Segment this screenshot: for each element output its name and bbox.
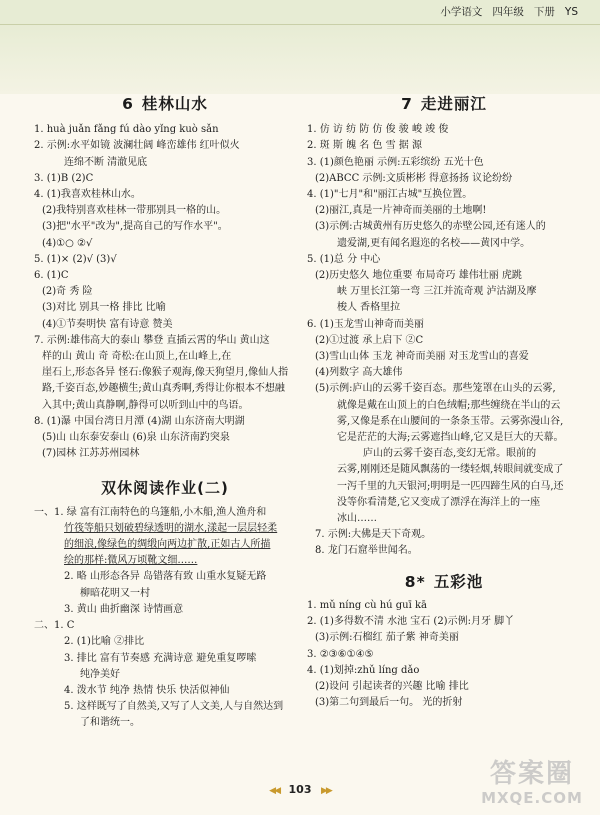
header-subject: 小学语文 — [440, 6, 483, 18]
header-edition: YS — [564, 5, 578, 18]
left-column — [34, 96, 296, 732]
answer-line: 7. 示例:大佛是天下奇观。 — [315, 529, 432, 541]
answer-line: (4)列数字 高大雄伟 — [315, 367, 403, 379]
answer-line: 1. mǔ níng cù hú guī kā — [307, 599, 427, 611]
answer-line: 冰山…… — [337, 513, 377, 525]
header-divider — [0, 24, 600, 25]
answer-line: 它是茫茫的大海;云雾遮挡山峰,它又是巨大的天幕。 — [337, 432, 564, 444]
lesson-8-title: 8* 五彩池 — [404, 572, 484, 591]
answer-line: 连绵不断 清澈见底 — [64, 156, 148, 168]
answer-line: 3. 黄山 曲折幽深 诗情画意 — [64, 603, 184, 615]
answer-line: 2. 斑 斯 魄 名 色 雪 据 源 — [307, 140, 422, 152]
answer-line: 一泻千里的九天银河;明明是一匹四蹄生风的白马,还 — [337, 480, 564, 492]
answer-line: 二、1. C — [34, 620, 75, 632]
answer-line: 绘的那样:微风万顷靴文细…… — [64, 555, 198, 567]
next-arrow-icon: ▶▶ — [320, 786, 331, 796]
answer-line: 5. 这样既写了自然美,又写了人文美,人与自然达到 — [64, 701, 284, 713]
answer-line: 3. 排比 富有节奏感 充满诗意 避免重复啰嗦 — [64, 652, 257, 664]
answer-line: 4. 泼水节 纯净 热情 快乐 快活似神仙 — [64, 684, 230, 696]
page-number: 103 — [288, 783, 312, 796]
answer-line: 5. (1)× (2)√ (3)√ — [34, 253, 117, 265]
watermark-url: MXQE.COM — [481, 789, 583, 807]
answer-line: 7. 示例:雄伟高大的泰山 攀登 直插云霄的华山 黄山这 — [34, 334, 270, 346]
answer-line: 1. 仿 访 纺 防 仿 俊 骏 峻 竣 俊 — [307, 124, 449, 136]
answer-line: 6. (1)玉龙雪山神奇而美丽 — [307, 318, 424, 330]
answer-line: 8. (1)瀑 中国台湾日月潭 (4)湖 山东济南大明湖 — [34, 415, 245, 427]
answer-line: 峡 万里长江第一弯 三江并流奇观 泸沽湖及摩 — [337, 286, 537, 298]
weekend-reading-title: 双休阅读作业(二) — [101, 479, 229, 498]
answer-line: 2. 略 山形态各异 岛错落有致 山重水复疑无路 — [64, 571, 267, 583]
answer-line: 梭人 香格里拉 — [337, 302, 401, 314]
answer-line: 就像是戴在山顶上的白色绒帽;那些缠绕在半山的云 — [337, 399, 561, 411]
answer-line: (5)示例:庐山的云雾千姿百态。那些笼罩在山头的云雾, — [315, 383, 556, 395]
answer-line: 一、1. 绿 富有江南特色的乌篷船,小木船,渔人渔舟和 — [34, 506, 267, 518]
answer-line: 样的山 黄山 奇 奇松:在山顶上,在山峰上,在 — [42, 351, 232, 363]
page-header — [440, 4, 578, 19]
answer-line: (2)设问 引起读者的兴趣 比喻 排比 — [315, 680, 469, 692]
answer-line: (4)①○ ②√ — [42, 237, 93, 249]
answer-line: (3)对比 别具一格 排比 比喻 — [42, 302, 166, 314]
answer-line: (7)园林 江苏苏州园林 — [42, 448, 140, 460]
answer-line: 的细浪,像绿色的绸缎向两边扩散,正如古人所描 — [64, 539, 271, 551]
answer-line: 雾,又像是系在山腰间的一条条玉带。云雾弥漫山谷, — [337, 415, 564, 427]
answer-line: 柳暗花明又一村 — [80, 587, 150, 599]
right-column — [307, 96, 581, 711]
answer-line: 竹筏等船只划破碧绿透明的湖水,漾起一层层轻柔 — [64, 522, 278, 534]
answer-line: 遗爱湖,更有闻名遐迩的名校——黄冈中学。 — [337, 237, 531, 249]
answer-line: (5)山 山东泰安泰山 (6)泉 山东济南趵突泉 — [42, 432, 230, 444]
answer-line: 4. (1)划掉:zhǔ líng dǎo — [307, 664, 420, 676]
answer-line: (2)①过渡 承上启下 ②C — [315, 334, 424, 346]
watermark-logo — [470, 759, 594, 811]
answer-line: 2. 示例:水平如镜 波澜壮阔 峰峦雄伟 红叶似火 — [34, 140, 240, 152]
header-grade: 四年级 — [492, 6, 524, 18]
answer-line: 路,千姿百态,妙趣横生;黄山真秀啊,秀得让你根本不想融 — [42, 383, 285, 395]
answer-line: 6. (1)C — [34, 270, 69, 282]
answer-line: (3)示例:古城黄州有历史悠久的赤壁公园,还有迷人的 — [315, 221, 546, 233]
answer-line: (3)第二句到最后一句。 光的折射 — [315, 697, 463, 709]
lesson-6-title: 6 桂林山水 — [122, 95, 208, 113]
answer-line: (3)把"水平"改为",提高自己的写作水平"。 — [42, 221, 228, 233]
answer-line: (2)我特别喜欢桂林一带那别具一格的山。 — [42, 205, 227, 217]
lesson-7-title: 7 走进丽江 — [401, 95, 487, 113]
answer-line: 4. (1)我喜欢桂林山水。 — [34, 189, 141, 201]
answer-line: 3. ②③⑥①④⑤ — [307, 648, 374, 660]
answer-line: 4. (1)"七月"和"丽江古城"互换位置。 — [307, 189, 473, 201]
answer-line: (2)ABCC 示例:文质彬彬 得意扬扬 议论纷纷 — [315, 172, 513, 184]
header-volume: 下册 — [533, 6, 555, 18]
prev-arrow-icon: ◀◀ — [269, 786, 280, 796]
answer-line: 纯净美好 — [80, 668, 120, 680]
answer-line: 3. (1)颜色艳丽 示例:五彩缤纷 五光十色 — [307, 156, 484, 168]
answer-line: 3. (1)B (2)C — [34, 172, 94, 184]
answer-line: (2)奇 秀 险 — [42, 286, 93, 298]
answer-line: (2)丽江,真是一片神奇而美丽的土地啊! — [315, 205, 487, 217]
answer-line: 8. 龙门石窟举世闻名。 — [315, 545, 418, 557]
answer-line: (3)示例:石榴红 茄子紫 神奇美丽 — [315, 632, 459, 644]
answer-line: (4)①节奏明快 富有诗意 赞美 — [42, 318, 173, 330]
answer-line: 了和谐统一。 — [80, 717, 140, 729]
answer-line: 庐山的云雾千姿百态,变幻无常。眼前的 — [363, 448, 537, 460]
answer-line: 2. (1)多得数不清 水池 宝石 (2)示例:月牙 脚丫 — [307, 616, 515, 628]
answer-line: 入其中;黄山真静啊,静得可以听到山中的鸟语。 — [42, 399, 249, 411]
answer-line: 崖石上,形态各异 怪石:像猴子观海,像天狗望月,像仙人指 — [42, 367, 289, 379]
answer-line: 5. (1)总 分 中心 — [307, 253, 381, 265]
answer-line: 云雾,刚刚还是随风飘荡的一缕轻烟,转眼间就变成了 — [337, 464, 564, 476]
watermark-text: 答案圈 — [489, 759, 574, 789]
answer-line: (2)历史悠久 地位重要 布局奇巧 雄伟壮丽 虎跳 — [315, 270, 522, 282]
answer-line: 1. huà juǎn fǎng fú dào yǐng kuò sǎn — [34, 124, 219, 136]
answer-line: 2. (1)比喻 ②排比 — [64, 636, 145, 648]
answer-line: 没等你看清楚,它又变成了漂浮在海洋上的一座 — [337, 496, 541, 508]
answer-line: (3)雪山山体 玉龙 神奇而美丽 对玉龙雪山的喜爱 — [315, 351, 529, 363]
